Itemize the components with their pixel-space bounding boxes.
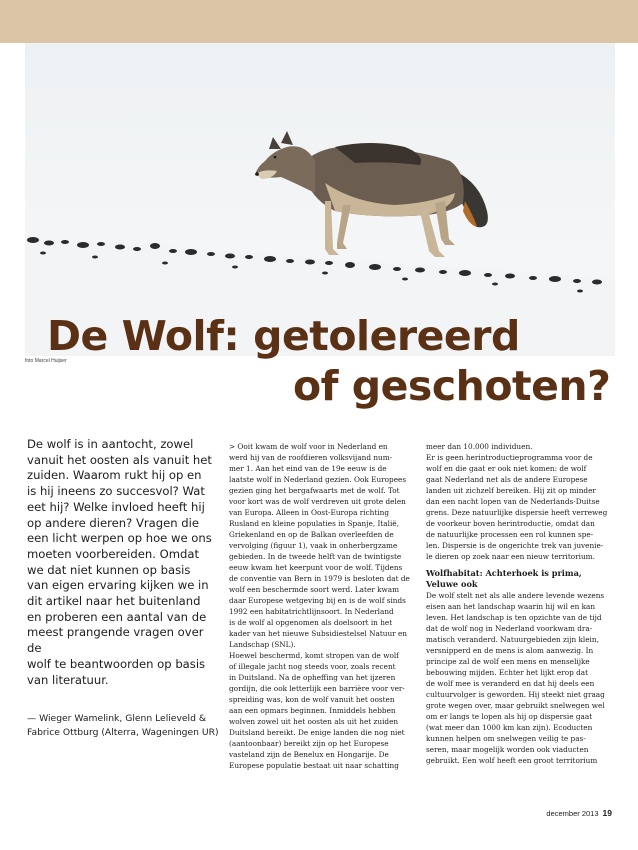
body-line: vasteland zijn de Benelux en Hongarije. De <box>229 750 389 759</box>
body-line: grote wegen over, maar gebruikt snelwegen wel <box>426 701 605 710</box>
body-line: de natuurlijke processen een rol kunnen spe- <box>426 530 594 539</box>
body-line: gebieden. In de tweede helft van de twintigste <box>229 552 402 561</box>
intro-line: moeten voorbereiden. Omdat <box>27 546 200 561</box>
body-line: (aantoonbaar) bereikt zijn op het Europese <box>229 739 389 748</box>
body-line: kader van het nieuwe Subsidiestelsel Natuur en <box>229 629 407 638</box>
body-line: dan een nacht lopen van de Nederlands-Duitse <box>426 497 600 506</box>
body-line: vervolging (figuur 1), vaak in onherbergzame <box>229 541 398 550</box>
intro-line: is hij ineens zo succesvol? Wat <box>27 484 205 499</box>
body-line: in Duitsland. Na de opheffing van het ijzeren <box>229 673 396 682</box>
body-line: of illegale jacht nog steeds voor, zoals recent <box>229 662 396 671</box>
body-line: aan een opmars beginnen. Inmiddels hebben <box>229 706 396 715</box>
body-line: dat de wolf nog in Nederland voorkwam dra- <box>426 624 593 633</box>
intro-line: zuiden. Waarom rukt hij op en <box>27 468 202 483</box>
body-line: (wat meer dan 1000 km kan zijn). Ecoducten <box>426 723 593 732</box>
body-line: gordijn, die ook letterlijk een barrière voor ver- <box>229 684 405 693</box>
authors-line: — Wieger Wamelink, Glenn Lelieveld & <box>27 713 207 724</box>
body-line: Griekenland en op de Balkan overleefden de <box>229 530 394 539</box>
section-subheading: Wolfhabitat: Achterhoek is prima, <box>426 568 582 578</box>
body-line: spreiding was, kon de wolf vanuit het oosten <box>229 695 395 704</box>
intro-line: dit artikel naar het buitenland <box>27 594 201 609</box>
body-line: > Ooit kwam de wolf voor in Nederland en <box>229 442 388 451</box>
body-line: versnipperd en de mens is alom aanwezig. In <box>426 646 594 655</box>
body-line: van Europa. Alleen in Oost-Europa richting <box>229 508 390 517</box>
wolf-photo <box>25 43 615 360</box>
body-line: eisen aan het landschap waarin hij wil en kan <box>426 602 596 611</box>
body-line: Er is geen herintroductieprogramma voor de <box>426 453 593 462</box>
body-line: om er langs te lopen als hij op dispersie gaat <box>426 712 593 721</box>
body-line: wolf een beschermde soort werd. Later kwam <box>229 585 400 594</box>
body-column-3 <box>426 441 616 766</box>
body-line: De wolf stelt net als alle andere levende wezens <box>426 591 605 600</box>
body-line: le dieren op zoek naar een nieuw territorium. <box>426 552 595 561</box>
body-line: meer dan 10.000 individuen. <box>426 442 533 451</box>
intro-line: De wolf is in aantocht, zowel <box>27 437 194 451</box>
body-line: Hoewel beschermd, komt stropen van de wolf <box>229 651 399 660</box>
body-line: landen uit zichzelf bereiken. Hij zit op minder <box>426 486 596 495</box>
body-line: leven. Het landschap is ten opzichte van de tijd <box>426 613 602 622</box>
body-line: is de wolf al opgenomen als doelsoort in het <box>229 618 393 627</box>
body-column-2 <box>229 441 419 771</box>
body-line: kunnen helpen om snelwegen veilig te pas- <box>426 734 586 743</box>
body-line: gaat Nederland net als de andere Europese <box>426 475 588 484</box>
body-line: Europese populatie bestaat uit naar schatting <box>229 761 399 770</box>
intro-line: vanuit het oosten als vanuit het <box>27 452 212 467</box>
body-line: len. Dispersie is de ongerichte trek van juvenie- <box>426 541 604 550</box>
body-line: wolf en die gaat er ook niet komen: de wolf <box>426 464 587 473</box>
body-line: cultuurvolger is geworden. Hij steekt niet graag <box>426 690 605 699</box>
body-line: grens. Deze natuurlijke dispersie heeft verreweg <box>426 508 608 517</box>
body-line: werd hij van de roofdieren volksvijand num- <box>229 453 393 462</box>
body-line: seren, maar mogelijk worden ook viaducten <box>426 745 589 754</box>
intro-paragraph <box>27 437 217 688</box>
intro-line: wolf te beantwoorden op basis <box>27 656 206 671</box>
intro-line: meest prangende vragen over de <box>27 625 204 656</box>
page-footer <box>546 808 612 818</box>
article-title-line-1: De Wolf: getolereerd <box>47 312 520 360</box>
intro-line: en proberen een aantal van de <box>27 609 207 624</box>
intro-line: een licht werpen op hoe we ons <box>27 531 212 546</box>
intro-line: van literatuur. <box>27 672 109 687</box>
authors-line: Fabrice Ottburg (Alterra, Wageningen UR) <box>27 727 219 738</box>
page-number: 19 <box>602 808 612 818</box>
body-line: daar Europese wetgeving bij en is de wolf sinds <box>229 596 406 605</box>
body-line: principe zal de wolf een mens en menselijke <box>426 657 590 666</box>
intro-line: we dat niet kunnen op basis <box>27 562 191 577</box>
body-line: de conventie van Bern in 1979 is besloten dat de <box>229 574 410 583</box>
authors-byline <box>27 712 223 740</box>
intro-line: eet hij? Welke invloed heeft hij <box>27 499 205 514</box>
body-line: wolven zowel uit het oosten als uit het zuiden <box>229 717 399 726</box>
body-line: mer 1. Aan het eind van de 19e eeuw is de <box>229 464 387 473</box>
body-line: bebouwing mijden. Echter het lijkt erop dat <box>426 668 589 677</box>
section-subheading-2: Veluwe ook <box>426 579 478 589</box>
body-line: Rusland en kleine populaties in Spanje, Italië, <box>229 519 399 528</box>
body-line: gebruikt. Een wolf heeft een groot territorium <box>426 756 598 765</box>
top-color-band <box>0 0 638 43</box>
body-line: Landschap (SNL). <box>229 640 296 649</box>
body-line: 1992 een habitatrichtlijnsoort. In Nederland <box>229 607 394 616</box>
body-line: matisch veranderd. Natuurgebieden zijn klein, <box>426 635 599 644</box>
body-line: eeuw kwam het keerpunt voor de wolf. Tijdens <box>229 563 403 572</box>
intro-line: van eigen ervaring kijken we in <box>27 578 209 593</box>
body-line: de voorkeur boven herintroductie, omdat dan <box>426 519 595 528</box>
body-line: voor kort was de wolf verdreven uit grote delen <box>229 497 406 506</box>
intro-line: op andere dieren? Vragen die <box>27 515 199 530</box>
body-line: gezien ging het bergafwaarts met de wolf. Tot <box>229 486 400 495</box>
article-title-line-2: of geschoten? <box>293 362 611 410</box>
body-line: de wolf mee is veranderd en dat hij deels een <box>426 679 595 688</box>
body-line: Duitsland bereikt. De enige landen die nog niet <box>229 728 405 737</box>
footer-date: december 2013 <box>546 809 599 818</box>
body-line: laatste wolf in Nederland gezien. Ook Europees <box>229 475 407 484</box>
photo-credit: foto Marcel Huijser <box>25 358 67 364</box>
